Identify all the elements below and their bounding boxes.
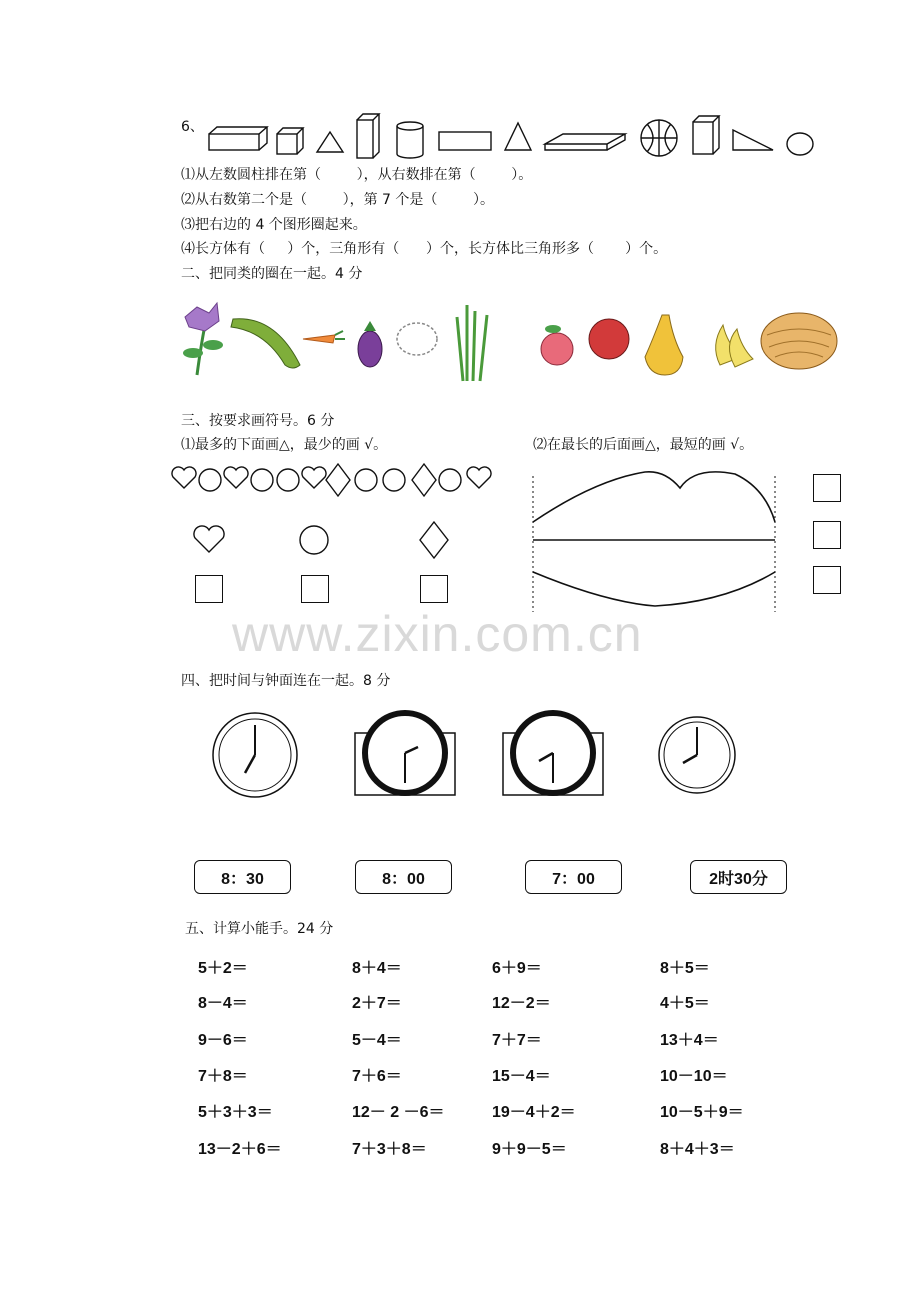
- answer-box[interactable]: [813, 521, 841, 549]
- calc-problem: 19－4＋2＝: [492, 1104, 576, 1121]
- section-5-heading: 五、计算小能手。24 分: [185, 921, 334, 937]
- q6-line-4: ⑷长方体有（ ）个，三角形有（ ）个，长方体比三角形多（ ）个。: [181, 241, 668, 257]
- calc-problem: 8＋5＝: [660, 960, 710, 977]
- flat-cuboid-icon: [545, 134, 625, 150]
- alarm-clock-icon: [355, 713, 455, 795]
- calc-problem: 12－2＝: [492, 995, 551, 1012]
- curve-top: [533, 472, 775, 522]
- section-3-part-a: ⑴最多的下面画△，最少的画 √。: [181, 437, 388, 453]
- circle-icon: [300, 526, 328, 554]
- circle-icon: [439, 469, 461, 491]
- q6-line-1: ⑴从左数圆柱排在第（ ），从右数排在第（ ）。: [181, 167, 533, 183]
- curve-bottom: [533, 572, 775, 606]
- q6-line-2: ⑵从右数第二个是（ ），第 7 个是（ ）。: [181, 192, 495, 208]
- time-box[interactable]: 8：30: [194, 860, 291, 894]
- calc-problem: 9－6＝: [198, 1032, 248, 1049]
- q6-line-3: ⑶把右边的 4 个图形圈起来。: [181, 217, 367, 233]
- calc-problem: 10－10＝: [660, 1068, 728, 1085]
- cuboid-icon: [209, 127, 267, 150]
- wall-clock-icon: [659, 717, 735, 793]
- heart-icon: [302, 467, 326, 488]
- question-number: 6、: [181, 119, 204, 135]
- circle-icon: [383, 469, 405, 491]
- circle-icon: [355, 469, 377, 491]
- heart-icon: [224, 467, 248, 488]
- s2-picture-row: [175, 295, 845, 385]
- upright-cuboid-icon: [693, 116, 719, 154]
- s3-legend-row: [190, 520, 460, 562]
- alarm-clock-icon: [503, 713, 603, 795]
- peach-icon: [541, 325, 573, 365]
- time-box[interactable]: 7：00: [525, 860, 622, 894]
- answer-box[interactable]: [420, 575, 448, 603]
- calc-problem: 8＋4＝: [352, 960, 402, 977]
- calc-problem: 7＋3＋8＝: [352, 1141, 427, 1158]
- cube-icon: [277, 128, 303, 154]
- calc-problem: 10－5＋9＝: [660, 1104, 744, 1121]
- calc-problem: 12－ 2 －6＝: [352, 1104, 445, 1121]
- calc-problem: 8－4＝: [198, 995, 248, 1012]
- answer-box[interactable]: [301, 575, 329, 603]
- heart-icon: [172, 467, 196, 488]
- section-3-part-b: ⑵在最长的后面画△，最短的画 √。: [533, 437, 754, 453]
- calc-problem: 7＋7＝: [492, 1032, 542, 1049]
- answer-box[interactable]: [813, 566, 841, 594]
- pear-icon: [645, 315, 683, 375]
- calc-problem: 4＋5＝: [660, 995, 710, 1012]
- section-2-heading: 二、把同类的圈在一起。4 分: [181, 266, 363, 282]
- cucumber-icon: [231, 319, 300, 368]
- calc-problem: 9＋9－5＝: [492, 1141, 567, 1158]
- clock-row: [205, 705, 765, 805]
- calc-problem: 5＋2＝: [198, 960, 248, 977]
- time-box[interactable]: 8：00: [355, 860, 452, 894]
- apple-icon: [589, 319, 629, 359]
- s3-shape-row: [170, 460, 500, 500]
- cauliflower-icon: [397, 323, 437, 355]
- calc-problem: 7＋6＝: [352, 1068, 402, 1085]
- banana-icon: [716, 325, 753, 367]
- calc-problem: 5－4＝: [352, 1032, 402, 1049]
- time-box[interactable]: 2时30分: [690, 860, 787, 894]
- calc-problem: 6＋9＝: [492, 960, 542, 977]
- answer-box[interactable]: [813, 474, 841, 502]
- calc-problem: 15－4＝: [492, 1068, 551, 1085]
- calc-problem: 13＋4＝: [660, 1032, 719, 1049]
- heart-icon: [467, 467, 491, 488]
- cylinder-icon: [397, 122, 423, 158]
- diamond-icon: [326, 464, 350, 496]
- calc-problem: 5＋3＋3＝: [198, 1104, 273, 1121]
- right-triangle-icon: [733, 130, 773, 150]
- answer-box[interactable]: [195, 575, 223, 603]
- calc-problem: 7＋8＝: [198, 1068, 248, 1085]
- corn-stalk-icon: [457, 305, 487, 381]
- q6-shape-row: [205, 110, 825, 165]
- tall-cuboid-icon: [357, 114, 379, 158]
- section-4-heading: 四、把时间与钟面连在一起。8 分: [181, 673, 391, 689]
- flower-icon: [183, 303, 223, 375]
- triangle-icon: [505, 123, 531, 150]
- wall-clock-icon: [213, 713, 297, 797]
- calc-problem: 2＋7＝: [352, 995, 402, 1012]
- calc-problem: 13－2＋6＝: [198, 1141, 282, 1158]
- bread-icon: [761, 313, 837, 369]
- eggplant-icon: [358, 321, 382, 367]
- heart-icon: [194, 526, 224, 552]
- ball-icon: [641, 120, 677, 156]
- circle-icon: [199, 469, 221, 491]
- circle-icon: [251, 469, 273, 491]
- calc-problem: 8＋4＋3＝: [660, 1141, 735, 1158]
- triangle-icon: [317, 132, 343, 152]
- section-3-heading: 三、按要求画符号。6 分: [181, 413, 335, 429]
- circle-icon: [277, 469, 299, 491]
- s3-lines-figure: [525, 462, 785, 617]
- watermark: www.zixin.com.cn: [232, 606, 643, 662]
- diamond-icon: [420, 522, 448, 558]
- circle-icon: [787, 133, 813, 155]
- rectangle-icon: [439, 132, 491, 150]
- carrot-icon: [303, 331, 345, 343]
- diamond-icon: [412, 464, 436, 496]
